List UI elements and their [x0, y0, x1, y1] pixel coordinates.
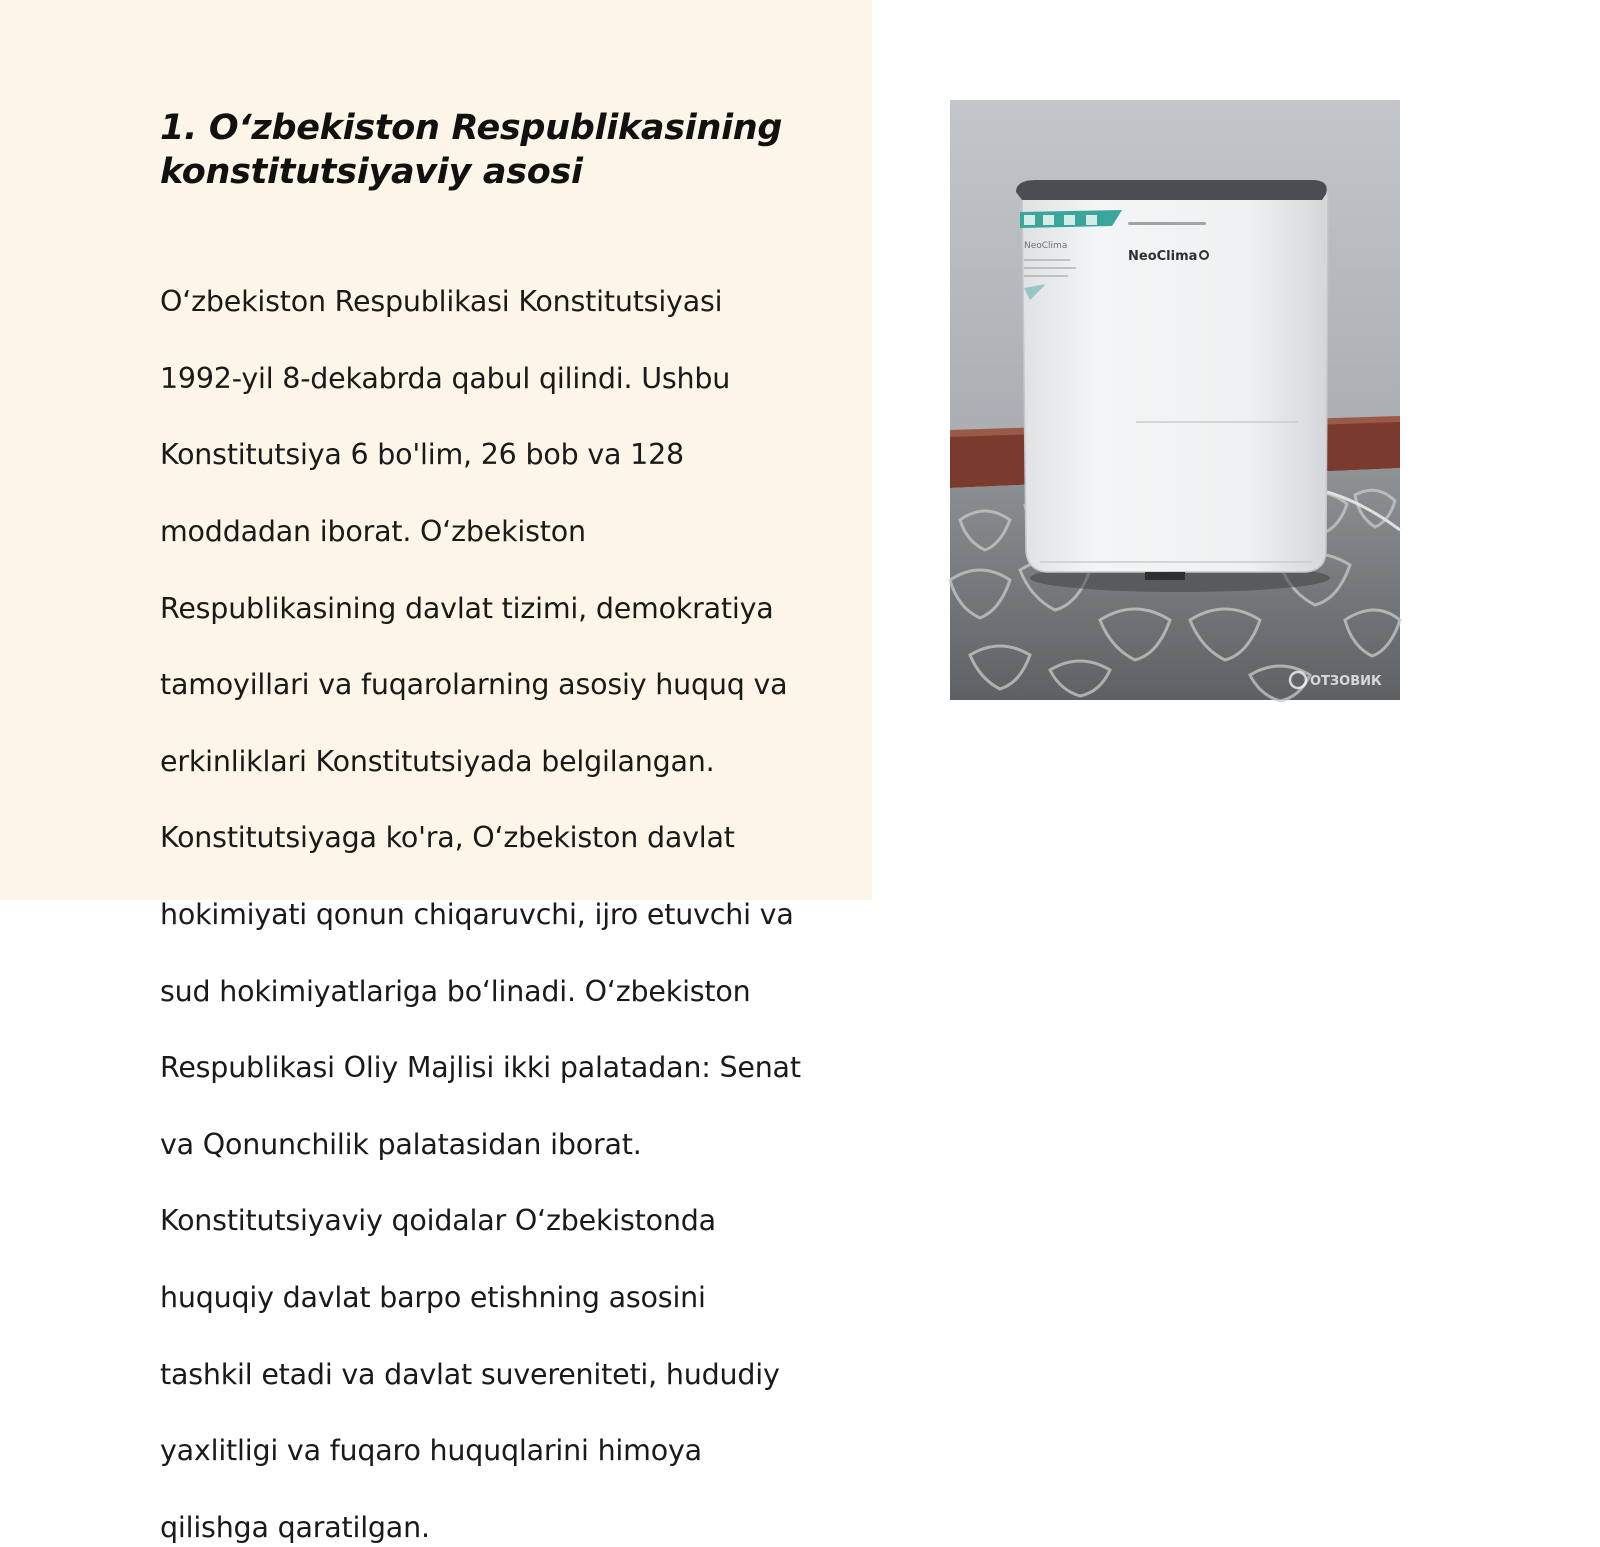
- control-button-icon: [1043, 215, 1054, 225]
- body-line: moddadan iborat. O‘zbekiston: [160, 515, 586, 549]
- dehumidifier-photo: [950, 100, 1400, 700]
- vent-slot: [1128, 222, 1206, 225]
- device-body: [1022, 184, 1328, 572]
- body-line: Respublikasining davlat tizimi, demokratiya: [160, 591, 774, 625]
- control-button-icon: [1024, 215, 1035, 225]
- body-line: qilishga qaratilgan.: [160, 1510, 430, 1544]
- body-line: O‘zbekiston Respublikasi Konstitutsiyasi: [160, 285, 723, 319]
- body-line: erkinliklari Konstitutsiyada belgilangan.: [160, 744, 715, 778]
- side-panel-label: NeoClima: [1024, 241, 1068, 251]
- body-line: Konstitutsiyaviy qoidalar O‘zbekistonda: [160, 1204, 716, 1238]
- body-line: 1992-yil 8-dekabrda qabul qilindi. Ushbu: [160, 361, 731, 395]
- control-button-icon: [1064, 215, 1075, 225]
- control-button-icon: [1086, 215, 1097, 225]
- brand-logo: NeoClima: [1128, 249, 1198, 264]
- body-line: Konstitutsiyaga ko'ra, O‘zbekiston davlat: [160, 821, 735, 855]
- slide-body-text: [160, 245, 850, 1547]
- slide-title: 1. O‘zbekiston Respublikasining konstitutsiyaviy asosi: [160, 108, 783, 192]
- watermark: ОТЗОВИК: [1310, 674, 1382, 689]
- body-line: Respublikasi Oliy Majlisi ikki palatadan: Senat: [160, 1051, 801, 1085]
- device-wheel: [1145, 572, 1185, 580]
- body-line: yaxlitligi va fuqaro huquqlarini himoya: [160, 1434, 702, 1468]
- device-top: [1016, 180, 1327, 200]
- body-line: sud hokimiyatlariga bo‘linadi. O‘zbekiston: [160, 974, 751, 1008]
- body-line: tamoyillari va fuqarolarning asosiy huquq va: [160, 668, 788, 702]
- body-line: va Qonunchilik palatasidan iborat.: [160, 1127, 642, 1161]
- dehumidifier-illustration: [950, 100, 1400, 700]
- body-line: hokimiyati qonun chiqaruvchi, ijro etuvchi va: [160, 898, 794, 932]
- body-line: huquqiy davlat barpo etishning asosini: [160, 1281, 706, 1315]
- body-line: Konstitutsiya 6 bo'lim, 26 bob va 128: [160, 438, 684, 472]
- body-line: tashkil etadi va davlat suvereniteti, hududiy: [160, 1357, 780, 1391]
